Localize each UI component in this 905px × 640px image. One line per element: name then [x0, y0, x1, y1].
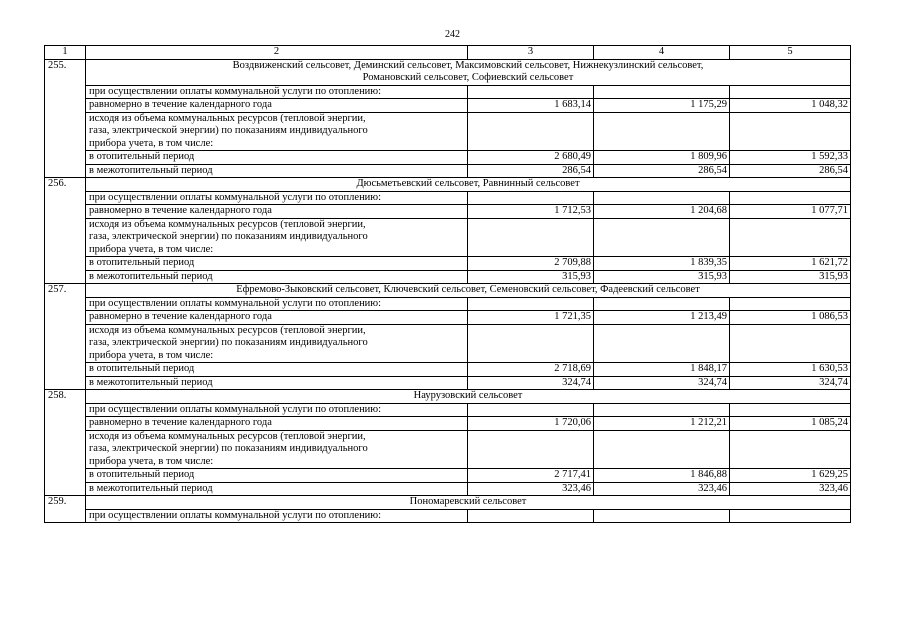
empty-number-cell — [45, 363, 86, 377]
empty-number-cell — [45, 482, 86, 496]
empty-number-cell — [45, 164, 86, 178]
empty-number-cell — [45, 112, 86, 151]
value-cell-col3: 1 721,35 — [468, 311, 594, 325]
column-number-row — [45, 46, 851, 60]
value-cell-col5: 1 592,33 — [730, 151, 851, 165]
value-cell-col3 — [468, 509, 594, 523]
row-label-line: прибора учета, в том числе: — [89, 455, 214, 467]
section-title-line: Воздвиженский сельсовет, Деминский сельсовет, Максимовский сельсовет, Нижнекузлинский сельсовет, — [232, 59, 704, 71]
row-label-line: газа, электрической энергии) по показаниям индивидуального — [89, 337, 368, 348]
row-label — [86, 509, 468, 523]
row-label-line: равномерно в течение календарного года — [89, 205, 272, 216]
value-cell-col3 — [468, 297, 594, 311]
row-label-line: исходя из объема коммунальных ресурсов (тепловой энергии, — [89, 112, 366, 124]
row-label-line: прибора учета, в том числе: — [89, 349, 214, 361]
value-cell-col4 — [594, 112, 730, 151]
value-cell-col3 — [468, 85, 594, 99]
table-row — [45, 297, 851, 311]
section-header-row — [45, 178, 851, 192]
empty-number-cell — [45, 257, 86, 271]
section-number: 257. — [45, 284, 86, 298]
table-row — [45, 164, 851, 178]
table-row — [45, 430, 851, 469]
section-title-line: Дюсьметьевский сельсовет, Равнинный сельсовет — [356, 178, 580, 189]
column-number-1: 1 — [45, 46, 86, 60]
value-cell-col5: 1 048,32 — [730, 99, 851, 113]
row-label-line: в межотопительный период — [89, 376, 213, 388]
value-cell-col5 — [730, 218, 851, 257]
row-label — [86, 99, 468, 113]
table-row — [45, 205, 851, 219]
value-cell-col4 — [594, 191, 730, 205]
value-cell-col4: 323,46 — [594, 482, 730, 496]
value-cell-col5: 1 077,71 — [730, 205, 851, 219]
row-label — [86, 218, 468, 257]
section-title — [86, 496, 851, 510]
value-cell-col5: 1 086,53 — [730, 311, 851, 325]
row-label — [86, 205, 468, 219]
table-row — [45, 469, 851, 483]
value-cell-col5 — [730, 112, 851, 151]
empty-number-cell — [45, 85, 86, 99]
row-label — [86, 151, 468, 165]
empty-number-cell — [45, 417, 86, 431]
table-row — [45, 403, 851, 417]
empty-number-cell — [45, 311, 86, 325]
table-row — [45, 151, 851, 165]
row-label — [86, 311, 468, 325]
section-title-line: Пономаревский сельсовет — [409, 496, 527, 507]
value-cell-col5: 315,93 — [730, 270, 851, 284]
value-cell-col5: 1 621,72 — [730, 257, 851, 271]
value-cell-col4: 315,93 — [594, 270, 730, 284]
empty-number-cell — [45, 324, 86, 363]
section-title-line: Ефремово-Зыковский сельсовет, Ключевский сельсовет, Семеновский сельсовет, Фадеевский сельсовет — [236, 284, 700, 295]
section-header-row — [45, 496, 851, 510]
table-row — [45, 99, 851, 113]
column-number-4: 4 — [594, 46, 730, 60]
row-label-line: газа, электрической энергии) по показаниям индивидуального — [89, 125, 368, 136]
row-label — [86, 417, 468, 431]
row-label-line: в отопительный период — [89, 151, 195, 162]
empty-number-cell — [45, 509, 86, 523]
row-label — [86, 191, 468, 205]
table-row — [45, 218, 851, 257]
row-label-line: в межотопительный период — [89, 482, 213, 494]
row-label-line: прибора учета, в том числе: — [89, 137, 214, 149]
value-cell-col3: 315,93 — [468, 270, 594, 284]
value-cell-col5: 1 629,25 — [730, 469, 851, 483]
table-body — [45, 46, 851, 523]
table-row — [45, 191, 851, 205]
row-label-line: при осуществлении оплаты коммунальной услуги по отоплению: — [89, 85, 382, 97]
row-label-line: при осуществлении оплаты коммунальной услуги по отоплению: — [89, 403, 382, 415]
table-row — [45, 85, 851, 99]
row-label-line: в отопительный период — [89, 257, 195, 268]
row-label-line: прибора учета, в том числе: — [89, 243, 214, 255]
row-label-line: исходя из объема коммунальных ресурсов (тепловой энергии, — [89, 430, 366, 442]
value-cell-col5 — [730, 191, 851, 205]
value-cell-col3: 286,54 — [468, 164, 594, 178]
value-cell-col5 — [730, 324, 851, 363]
value-cell-col3 — [468, 112, 594, 151]
section-header-row — [45, 284, 851, 298]
value-cell-col4 — [594, 297, 730, 311]
value-cell-col5 — [730, 403, 851, 417]
row-label-line: равномерно в течение календарного года — [89, 311, 272, 322]
section-header-row — [45, 59, 851, 85]
value-cell-col3 — [468, 403, 594, 417]
empty-number-cell — [45, 205, 86, 219]
table-row — [45, 509, 851, 523]
section-title — [86, 284, 851, 298]
value-cell-col4 — [594, 324, 730, 363]
empty-number-cell — [45, 270, 86, 284]
section-title — [86, 59, 851, 85]
table-row — [45, 112, 851, 151]
row-label — [86, 430, 468, 469]
row-label — [86, 482, 468, 496]
table-row — [45, 482, 851, 496]
row-label-line: при осуществлении оплаты коммунальной услуги по отоплению: — [89, 191, 382, 203]
value-cell-col4: 1 809,96 — [594, 151, 730, 165]
empty-number-cell — [45, 151, 86, 165]
value-cell-col3 — [468, 430, 594, 469]
row-label — [86, 376, 468, 390]
row-label — [86, 363, 468, 377]
section-title-line: Романовский сельсовет, Софиевский сельсовет — [362, 72, 574, 83]
empty-number-cell — [45, 99, 86, 113]
value-cell-col3: 2 718,69 — [468, 363, 594, 377]
value-cell-col4: 1 839,35 — [594, 257, 730, 271]
row-label-line: в межотопительный период — [89, 270, 213, 282]
value-cell-col5: 286,54 — [730, 164, 851, 178]
value-cell-col4 — [594, 403, 730, 417]
value-cell-col5 — [730, 509, 851, 523]
section-number: 259. — [45, 496, 86, 510]
empty-number-cell — [45, 403, 86, 417]
value-cell-col3: 1 712,53 — [468, 205, 594, 219]
value-cell-col3 — [468, 218, 594, 257]
empty-number-cell — [45, 191, 86, 205]
value-cell-col3: 2 680,49 — [468, 151, 594, 165]
table-row — [45, 270, 851, 284]
row-label — [86, 270, 468, 284]
table-row — [45, 363, 851, 377]
page-number: 242 — [445, 29, 460, 40]
value-cell-col4: 324,74 — [594, 376, 730, 390]
column-number-5: 5 — [730, 46, 851, 60]
value-cell-col5: 323,46 — [730, 482, 851, 496]
row-label — [86, 257, 468, 271]
row-label-line: равномерно в течение календарного года — [89, 417, 272, 428]
row-label — [86, 112, 468, 151]
value-cell-col4 — [594, 85, 730, 99]
empty-number-cell — [45, 297, 86, 311]
row-label-line: при осуществлении оплаты коммунальной услуги по отоплению: — [89, 509, 382, 521]
value-cell-col4: 1 175,29 — [594, 99, 730, 113]
table-row — [45, 417, 851, 431]
empty-number-cell — [45, 376, 86, 390]
value-cell-col3 — [468, 324, 594, 363]
empty-number-cell — [45, 469, 86, 483]
row-label-line: при осуществлении оплаты коммунальной услуги по отоплению: — [89, 297, 382, 309]
value-cell-col4: 1 213,49 — [594, 311, 730, 325]
row-label — [86, 164, 468, 178]
row-label — [86, 85, 468, 99]
value-cell-col4 — [594, 430, 730, 469]
section-number: 258. — [45, 390, 86, 404]
row-label-line: в отопительный период — [89, 363, 195, 374]
row-label-line: исходя из объема коммунальных ресурсов (тепловой энергии, — [89, 218, 366, 230]
table-row — [45, 324, 851, 363]
value-cell-col4 — [594, 218, 730, 257]
section-number: 256. — [45, 178, 86, 192]
value-cell-col4: 1 212,21 — [594, 417, 730, 431]
value-cell-col3: 2 709,88 — [468, 257, 594, 271]
row-label-line: в отопительный период — [89, 469, 195, 480]
value-cell-col4: 1 846,88 — [594, 469, 730, 483]
section-title-line: Наурузовский сельсовет — [413, 390, 523, 401]
value-cell-col3: 1 720,06 — [468, 417, 594, 431]
value-cell-col3: 2 717,41 — [468, 469, 594, 483]
value-cell-col3: 324,74 — [468, 376, 594, 390]
section-header-row — [45, 390, 851, 404]
row-label-line: исходя из объема коммунальных ресурсов (тепловой энергии, — [89, 324, 366, 336]
row-label — [86, 324, 468, 363]
empty-number-cell — [45, 430, 86, 469]
row-label — [86, 403, 468, 417]
table-row — [45, 311, 851, 325]
row-label-line: в межотопительный период — [89, 164, 213, 176]
value-cell-col5 — [730, 85, 851, 99]
column-number-2: 2 — [86, 46, 468, 60]
table-row — [45, 257, 851, 271]
value-cell-col4: 1 204,68 — [594, 205, 730, 219]
value-cell-col4 — [594, 509, 730, 523]
row-label-line: газа, электрической энергии) по показаниям индивидуального — [89, 443, 368, 454]
row-label — [86, 469, 468, 483]
value-cell-col5: 324,74 — [730, 376, 851, 390]
value-cell-col3: 1 683,14 — [468, 99, 594, 113]
empty-number-cell — [45, 218, 86, 257]
row-label — [86, 297, 468, 311]
value-cell-col5 — [730, 430, 851, 469]
value-cell-col4: 1 848,17 — [594, 363, 730, 377]
table-row — [45, 376, 851, 390]
value-cell-col4: 286,54 — [594, 164, 730, 178]
section-title — [86, 178, 851, 192]
section-number: 255. — [45, 59, 86, 85]
row-label-line: равномерно в течение календарного года — [89, 99, 272, 110]
value-cell-col5 — [730, 297, 851, 311]
tariff-table — [44, 45, 851, 523]
value-cell-col5: 1 630,53 — [730, 363, 851, 377]
row-label-line: газа, электрической энергии) по показаниям индивидуального — [89, 231, 368, 242]
value-cell-col5: 1 085,24 — [730, 417, 851, 431]
value-cell-col3: 323,46 — [468, 482, 594, 496]
section-title — [86, 390, 851, 404]
value-cell-col3 — [468, 191, 594, 205]
column-number-3: 3 — [468, 46, 594, 60]
